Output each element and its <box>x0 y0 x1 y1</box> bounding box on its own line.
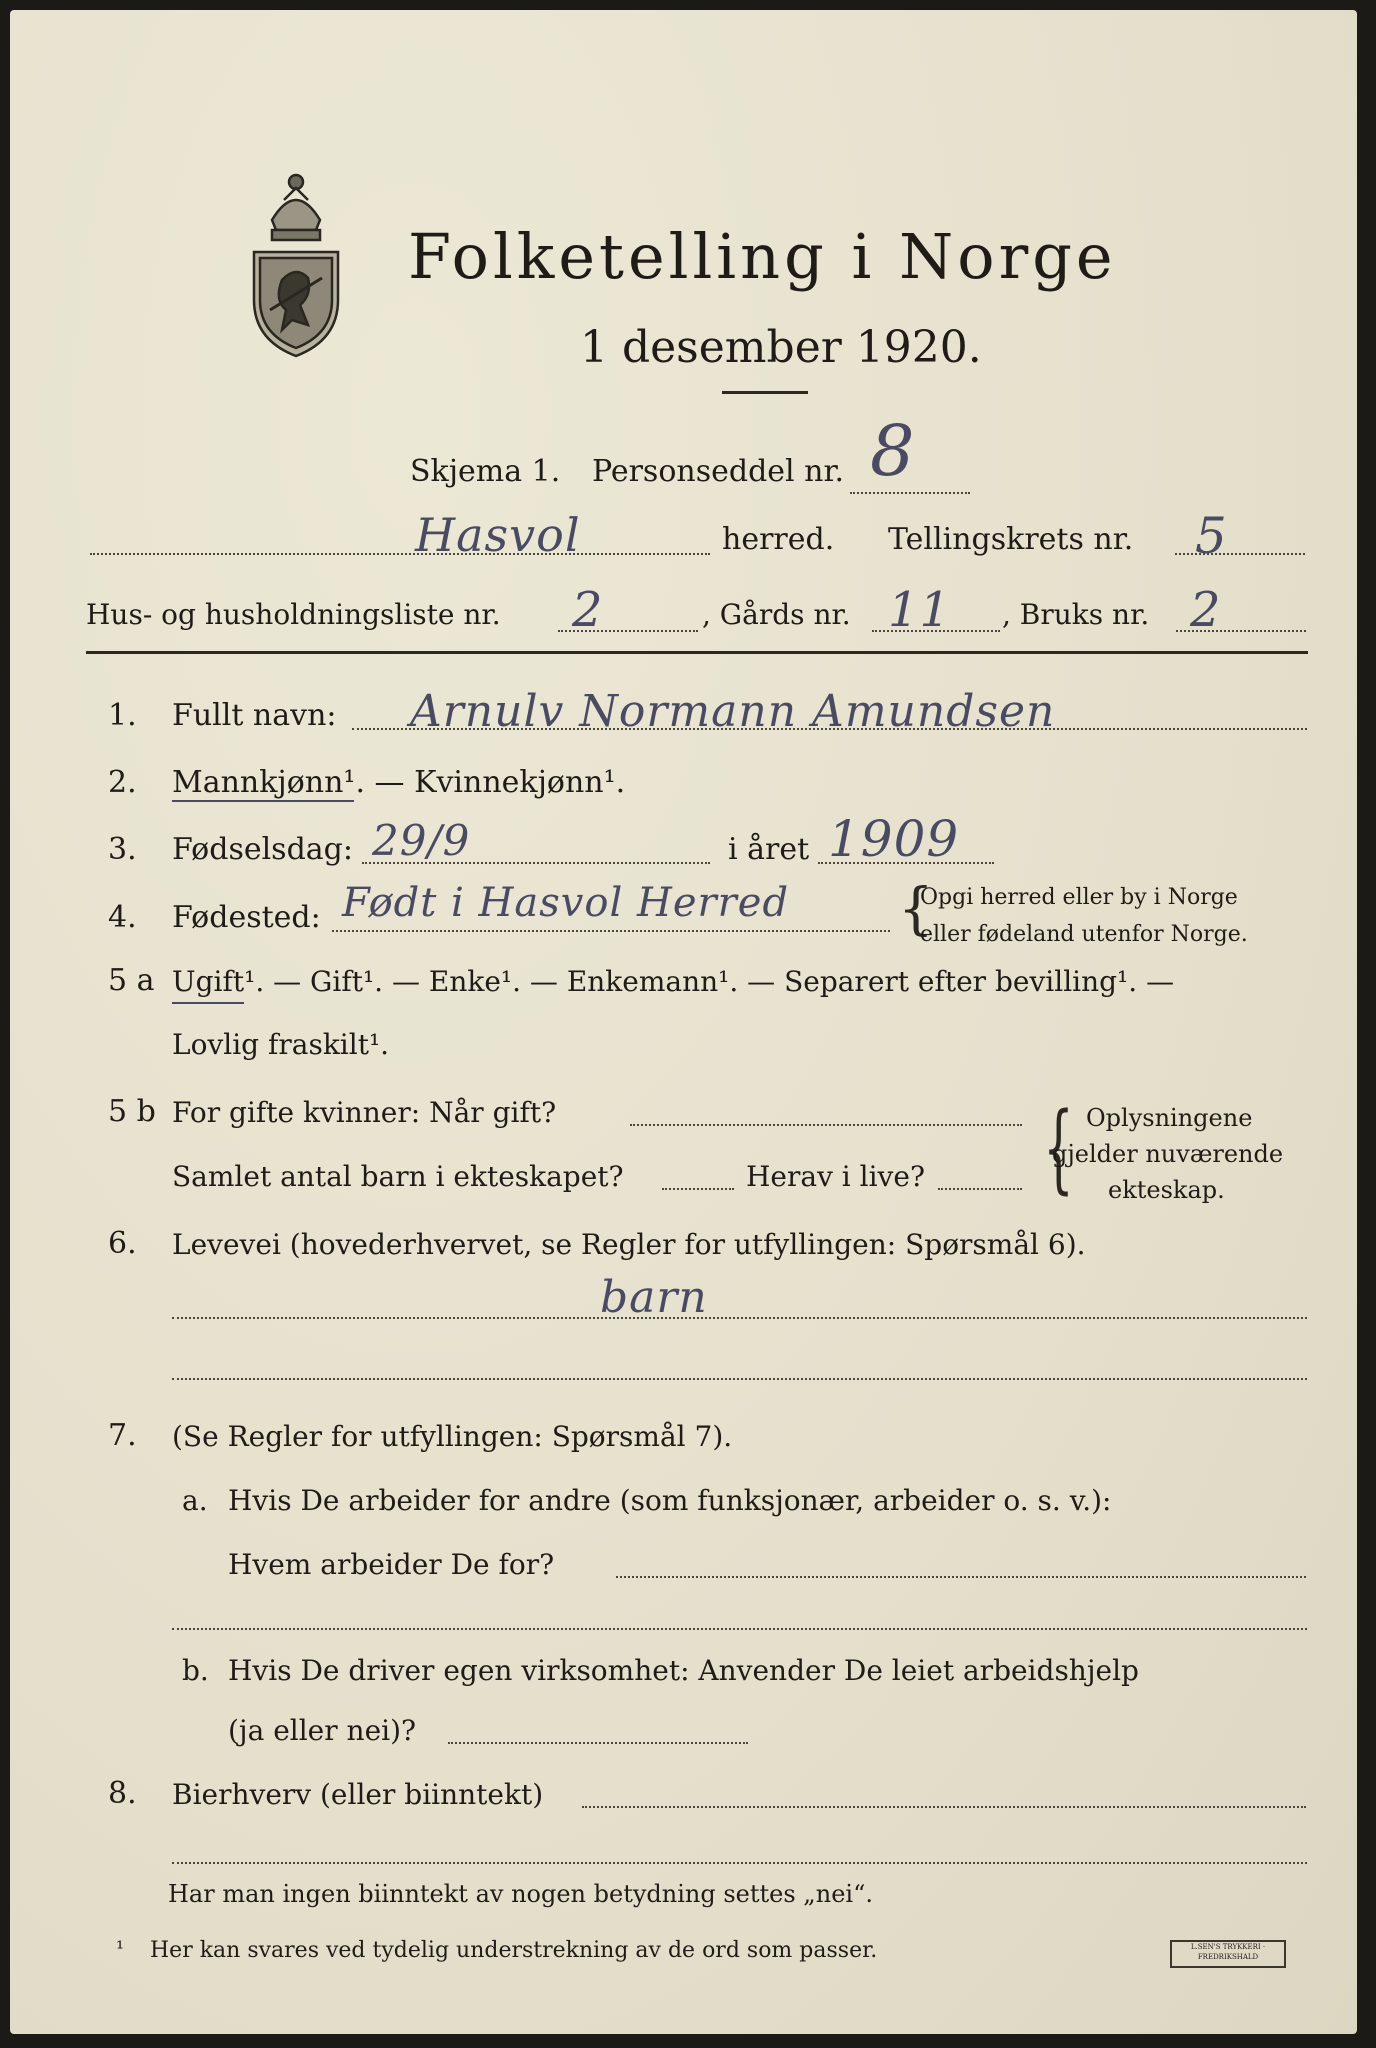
q7-label: (Se Regler for utfyllingen: Spørsmål 7). <box>172 1420 733 1453</box>
husliste-label: Hus- og husholdningsliste nr. <box>86 598 501 631</box>
q6-label: Levevei (hovederhvervet, se Regler for utfyllingen: Spørsmål 6). <box>172 1228 1086 1261</box>
gender-underline <box>172 800 354 802</box>
q8-label: Bierhverv (eller biinntekt) <box>172 1778 544 1811</box>
children-alive-field[interactable] <box>938 1188 1022 1190</box>
footnote-text: Her kan svares ved tydelig understrekning av de ord som passer. <box>150 1938 878 1963</box>
herred-field[interactable] <box>90 553 710 555</box>
q5b-brace: { <box>1043 1092 1074 1204</box>
side-income-field-2[interactable] <box>172 1862 1307 1864</box>
q7-number: 7. <box>108 1418 137 1453</box>
marital-options[interactable]: Ugift¹. — Gift¹. — Enke¹. — Enkemann¹. — Separert efter bevilling¹. — <box>172 965 1175 998</box>
occupation-field-2[interactable] <box>172 1378 1307 1380</box>
printer-stamp: L.SEN'S TRYKKERI · FREDRIKSHALD <box>1170 1940 1286 1968</box>
q5b-line-1: For gifte kvinner: Når gift? <box>172 1096 557 1129</box>
q5a-number: 5 a <box>108 963 155 998</box>
occupation-field-1[interactable] <box>172 1317 1307 1319</box>
bruks-label: , Bruks nr. <box>1002 598 1150 631</box>
q7a-line-2: Hvem arbeider De for? <box>228 1548 555 1581</box>
birth-year-value: 1909 <box>828 810 960 868</box>
coat-of-arms-icon <box>242 160 350 360</box>
q8-number: 8. <box>108 1776 137 1811</box>
herred-label: herred. <box>722 522 835 557</box>
q5b-note-1: Oplysningene <box>1086 1104 1253 1132</box>
q7a-letter: a. <box>182 1484 208 1517</box>
q4-brace: { <box>898 877 934 942</box>
q3-year-label: i året <box>728 832 810 867</box>
gards-label: , Gårds nr. <box>702 598 851 631</box>
birthplace-value: Født i Hasvol Herred <box>342 880 790 926</box>
q6-number: 6. <box>108 1226 137 1261</box>
q4-note-1: Opgi herred eller by i Norge <box>920 885 1238 910</box>
q7b-letter: b. <box>182 1654 209 1687</box>
footnote-mark: ¹ <box>116 1936 125 1960</box>
form-title: Folketelling i Norge <box>408 220 1117 293</box>
husliste-value: 2 <box>572 582 604 638</box>
header-divider <box>86 651 1308 654</box>
personseddel-field[interactable] <box>850 492 970 494</box>
q1-number: 1. <box>108 698 137 733</box>
employer-field-1[interactable] <box>616 1576 1306 1578</box>
q8-note: Har man ingen biinntekt av nogen betydning settes „nei“. <box>168 1880 873 1908</box>
full-name-value: Arnulv Normann Amundsen <box>410 686 1056 737</box>
q4-label: Fødested: <box>172 900 321 935</box>
q2-number: 2. <box>108 765 137 800</box>
side-income-field-1[interactable] <box>582 1806 1306 1808</box>
q7b-line-2: (ja eller nei)? <box>228 1714 417 1747</box>
gards-value: 11 <box>888 582 952 638</box>
personseddel-label: Personseddel nr. <box>592 454 845 489</box>
q5b-number: 5 b <box>108 1094 156 1129</box>
birthday-value: 29/9 <box>372 816 471 865</box>
personseddel-value: 8 <box>870 410 916 492</box>
form-date: 1 desember 1920. <box>580 322 982 373</box>
schema-label: Skjema 1. <box>410 454 561 489</box>
marriage-date-field[interactable] <box>630 1124 1022 1126</box>
q5b-note-3: ekteskap. <box>1108 1176 1225 1204</box>
gender-options[interactable]: Mannkjønn¹. — Kvinnekjønn¹. <box>172 765 626 800</box>
q1-label: Fullt navn: <box>172 698 337 733</box>
q5b-line-2: Samlet antal barn i ekteskapet? <box>172 1160 624 1193</box>
tellingskrets-value: 5 <box>1195 507 1228 565</box>
birthplace-field[interactable] <box>332 930 890 932</box>
children-count-field[interactable] <box>662 1188 734 1190</box>
marital-options-2[interactable]: Lovlig fraskilt¹. <box>172 1028 390 1061</box>
title-divider <box>722 391 808 394</box>
q7a-line-1: Hvis De arbeider for andre (som funksjonær, arbeider o. s. v.): <box>228 1484 1112 1517</box>
q4-number: 4. <box>108 900 137 935</box>
q5b-note-2: gjelder nuværende <box>1052 1140 1284 1168</box>
employer-field-2[interactable] <box>172 1628 1307 1630</box>
q3-number: 3. <box>108 832 137 867</box>
q3-label: Fødselsdag: <box>172 832 353 867</box>
hired-help-field[interactable] <box>448 1742 748 1744</box>
tellingskrets-label: Tellingskrets nr. <box>888 522 1134 557</box>
marital-underline <box>172 1002 244 1004</box>
q4-note-2: eller fødeland utenfor Norge. <box>920 922 1248 947</box>
census-form <box>10 10 1357 2034</box>
q5b-line-2b: Herav i live? <box>746 1160 925 1193</box>
q7b-line-1: Hvis De driver egen virksomhet: Anvender De leiet arbeidshjelp <box>228 1654 1139 1687</box>
occupation-value: barn <box>600 1272 708 1323</box>
herred-value: Hasvol <box>415 508 581 562</box>
bruks-value: 2 <box>1190 582 1222 638</box>
